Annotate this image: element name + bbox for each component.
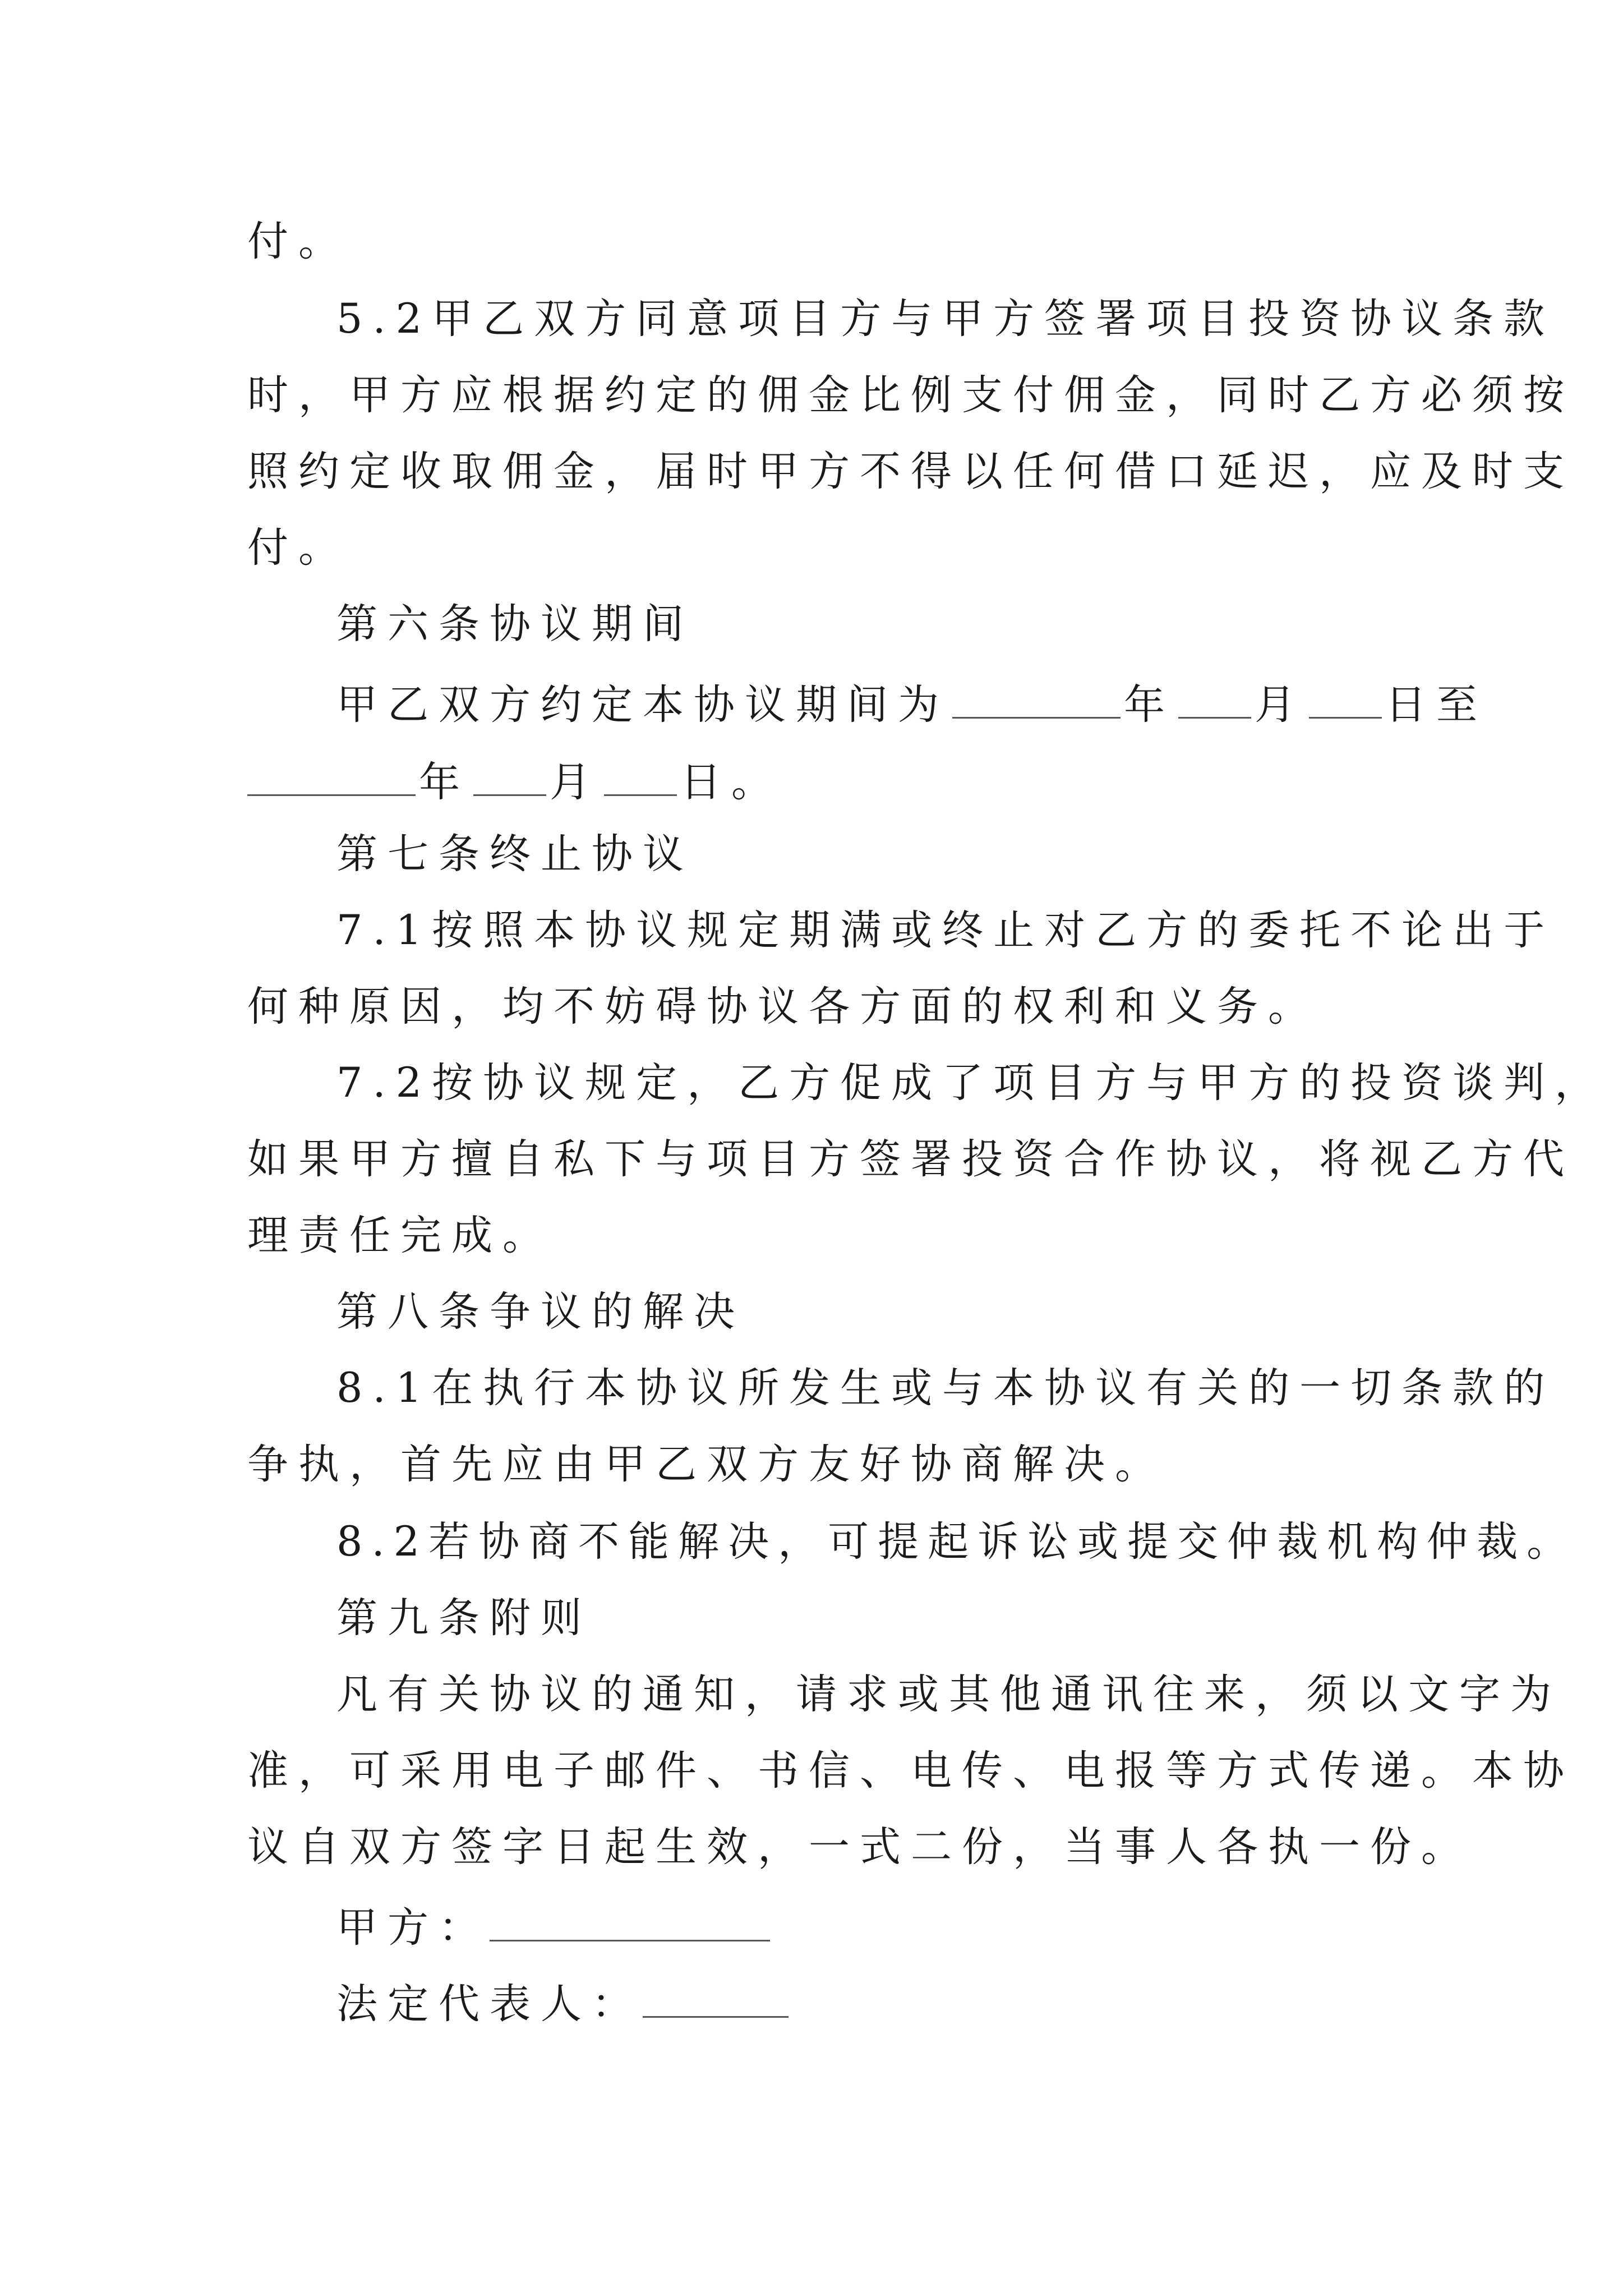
section-heading: 第九条附则 <box>336 1594 592 1642</box>
paragraph-line: 付。 <box>247 218 349 265</box>
blank-field[interactable] <box>952 680 1121 719</box>
clause-7-2: 7.2按协议规定，乙方促成了项目方与甲方的投资谈判， <box>336 1059 1606 1107</box>
clause-5-2: 5.2甲乙双方同意项目方与甲方签署项目投资协议条款 <box>336 295 1555 343</box>
year-label: 年 <box>1124 681 1175 729</box>
paragraph-line: 准，可采用电子邮件、书信、电传、电报等方式传递。本协 <box>247 1747 1574 1795</box>
paragraph-line: 议自双方签字日起生效，一式二份，当事人各执一份。 <box>247 1823 1472 1871</box>
paragraph-line: 照约定收取佣金，届时甲方不得以任何借口延迟，应及时支 <box>247 448 1574 495</box>
blank-field[interactable] <box>247 757 416 796</box>
paragraph-line: 时，甲方应根据约定的佣金比例支付佣金，同时乙方必须按 <box>247 371 1574 419</box>
section-heading: 第六条协议期间 <box>336 600 694 648</box>
paragraph-line: 付。 <box>247 524 349 572</box>
party-a-signature-field[interactable] <box>490 1903 770 1941</box>
paragraph-line: 争执，首先应由甲乙双方友好协商解决。 <box>247 1441 1166 1488</box>
paragraph-line: 理责任完成。 <box>247 1212 554 1259</box>
blank-field[interactable] <box>1178 680 1251 719</box>
term-end-line <box>247 757 782 806</box>
day-end-label: 日。 <box>680 758 782 806</box>
legal-rep-signature-field[interactable] <box>643 1979 789 2018</box>
blank-field[interactable] <box>604 757 677 796</box>
month-label: 月 <box>550 758 601 806</box>
blank-field[interactable] <box>1309 680 1382 719</box>
blank-field[interactable] <box>473 757 546 796</box>
clause-8-2: 8.2若协商不能解决，可提起诉讼或提交仲裁机构仲裁。 <box>336 1518 1577 1566</box>
paragraph-line: 何种原因，均不妨碍协议各方面的权利和义务。 <box>247 983 1319 1030</box>
month-label: 月 <box>1255 681 1306 729</box>
party-a-line <box>336 1903 773 1952</box>
day-to-label: 日至 <box>1385 681 1487 729</box>
paragraph-line: 如果甲方擅自私下与项目方签署投资合作协议，将视乙方代 <box>247 1135 1574 1183</box>
clause-7-1: 7.1按照本协议规定期满或终止对乙方的委托不论出于 <box>336 907 1555 954</box>
notice-paragraph: 凡有关协议的通知，请求或其他通讯往来，须以文字为 <box>336 1671 1561 1718</box>
legal-rep-line <box>336 1979 792 2028</box>
clause-8-1: 8.1在执行本协议所发生或与本协议有关的一切条款的 <box>336 1364 1555 1412</box>
section-heading: 第七条终止协议 <box>336 830 694 878</box>
legal-rep-label: 法定代表人： <box>336 1980 643 2028</box>
section-heading: 第八条争议的解决 <box>336 1288 745 1336</box>
term-period-line <box>336 680 1487 729</box>
year-label: 年 <box>419 758 470 806</box>
term-period-label: 甲乙双方约定本协议期间为 <box>336 681 949 729</box>
party-a-label: 甲方： <box>336 1904 490 1952</box>
